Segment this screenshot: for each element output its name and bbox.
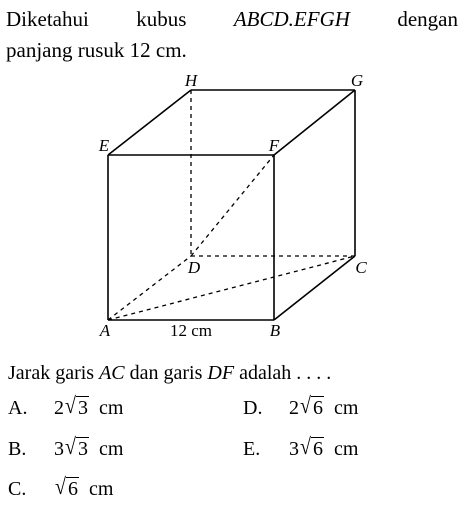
question-prefix: Jarak garis bbox=[8, 362, 100, 384]
diagonal-df bbox=[191, 155, 274, 256]
word-kubus: kubus bbox=[136, 7, 187, 31]
vertex-label-f: F bbox=[268, 136, 280, 155]
option-coefficient: 2 bbox=[54, 397, 64, 419]
line-df-name: DF bbox=[207, 362, 235, 384]
option-letter: D. bbox=[243, 397, 263, 419]
option-d[interactable] bbox=[243, 395, 358, 421]
word-diketahui: Diketahui bbox=[6, 7, 89, 31]
option-radicand: 6 bbox=[312, 438, 323, 460]
option-coefficient: 2 bbox=[289, 397, 299, 419]
question-middle: dan garis bbox=[124, 362, 208, 384]
sqrt-symbol: √ 6 bbox=[55, 474, 78, 500]
edge-fg bbox=[274, 90, 355, 155]
option-c[interactable] bbox=[8, 476, 113, 502]
cube-name: ABCD.EFGH bbox=[233, 7, 350, 31]
option-letter: C. bbox=[8, 478, 27, 500]
option-unit: cm bbox=[333, 438, 359, 460]
option-unit: cm bbox=[88, 478, 114, 500]
option-radicand: 3 bbox=[77, 438, 88, 460]
vertex-label-c: C bbox=[355, 258, 367, 277]
statement-line-2: panjang rusuk 12 cm. bbox=[6, 38, 187, 62]
option-letter: B. bbox=[8, 438, 27, 460]
option-unit: cm bbox=[98, 397, 124, 419]
diagonal-ac bbox=[108, 256, 355, 320]
word-dengan: dengan bbox=[397, 7, 458, 31]
edge-length-label: 12 cm bbox=[169, 321, 213, 340]
question-text bbox=[8, 360, 331, 386]
option-a[interactable] bbox=[8, 395, 123, 421]
option-unit: cm bbox=[98, 438, 124, 460]
option-e[interactable] bbox=[243, 436, 358, 462]
option-radicand: 6 bbox=[312, 397, 323, 419]
sqrt-symbol: √ 3 bbox=[65, 393, 88, 419]
vertex-label-a: A bbox=[99, 321, 111, 340]
edge-eh bbox=[108, 90, 191, 155]
vertex-label-b: B bbox=[269, 321, 281, 340]
option-b[interactable] bbox=[8, 436, 123, 462]
question-suffix: adalah . . . . bbox=[234, 362, 332, 384]
line-ac-name: AC bbox=[99, 362, 125, 384]
option-coefficient: 3 bbox=[289, 438, 299, 460]
vertex-label-e: E bbox=[98, 136, 110, 155]
option-radicand: 3 bbox=[77, 397, 88, 419]
option-radicand: 6 bbox=[67, 478, 78, 500]
edge-bc bbox=[274, 256, 355, 320]
vertex-label-d: D bbox=[187, 258, 201, 277]
vertex-label-h: H bbox=[184, 71, 198, 90]
option-letter: E. bbox=[243, 438, 261, 460]
sqrt-symbol: √ 6 bbox=[300, 434, 323, 460]
option-coefficient: 3 bbox=[54, 438, 64, 460]
sqrt-symbol: √ 3 bbox=[65, 434, 88, 460]
option-letter: A. bbox=[8, 397, 28, 419]
option-unit: cm bbox=[333, 397, 359, 419]
vertex-label-g: G bbox=[350, 71, 364, 90]
edge-ad bbox=[108, 256, 191, 320]
sqrt-symbol: √ 6 bbox=[300, 393, 323, 419]
